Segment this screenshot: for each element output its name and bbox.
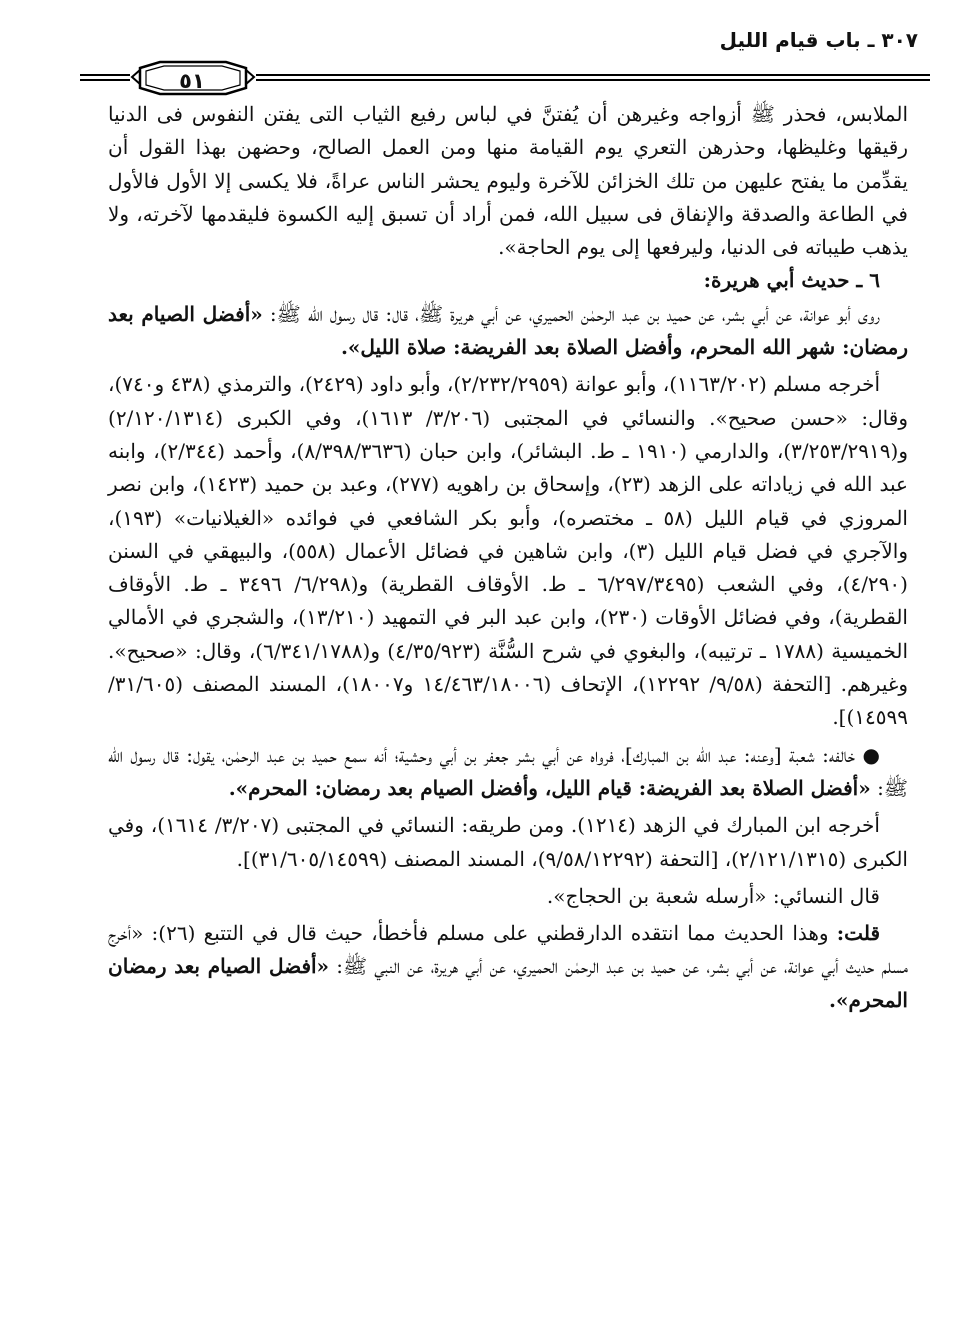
page-header <box>40 26 940 96</box>
page-body <box>108 98 908 1017</box>
paragraph-ibn-mubarak: أخرجه ابن المبارك في الزهد (١٢١٤). ومن طريقه: النسائي في المجتبى (٣/٢٠٧/ ١٦١٤)، وفي الكبرى (٢/١٢١/١٣١٥)، [التحفة (٩/٥٨/١٢٢٩٢)، المسند المصنف (٣١/٦٠٥/١٤٥٩٩)]. <box>108 813 908 871</box>
paragraph-discrepancy: ● خالفه: شعبة [وعنه: عبد الله بن المبارك]، فرواه عن أبي بشر جعفر بن أبي وحشية؛ أنه سمع حميد بن عبد الرحمٰن، يقول: قال رسول الله ﷺ: «أفضل الصلاة بعد الفريضة: قيام الليل، وأفضل الصيام بعد رمضان: المحرم». <box>108 742 908 800</box>
hadith-text: «أفضل الصيام بعد رمضان: شهر الله المحرم، وأفضل الصلاة بعد الفريضة: صلاة الليل». <box>108 301 908 360</box>
author-note-label: قلت: <box>836 921 880 946</box>
section-heading: ٦ ـ حديث أبي هريرة: <box>703 268 880 293</box>
chapter-title: ٣٠٧ ـ باب قيام الليل <box>719 28 918 52</box>
hadith-text: «أفضل الصيام بعد رمضان المحرم». <box>108 954 908 1012</box>
paragraph-nasai-note: قال النسائي: «أرسله شعبة بن الحجاج». <box>546 883 880 908</box>
page-number: ٥١ <box>179 69 205 93</box>
paragraph-hadith: روى أبو عوانة، عن أبي بشر، عن حميد بن عبد الرحمٰن الحميري، عن أبي هريرة ﷺ، قال: قال رسول الله ﷺ: «أفضل الصيام بعد رمضان: شهر الله المحرم، وأفضل الصلاة بعد الفريضة: صلاة الليل». <box>108 301 908 360</box>
header-rule <box>40 60 940 100</box>
paragraph-author-note: قلت: وهذا الحديث مما انتقده الدارقطني على مسلم فأخطأ، حيث قال في التتبع (٢٦): «أخرج مسلم حديث أبي عوانة، عن أبي بشر، عن حميد بن عبد الرحمٰن الحميري، عن أبي هريرة، عن النبي ﷺ: «أفضل الصيام بعد رمضان المحرم». <box>108 921 908 1012</box>
hadith-text: «أفضل الصلاة بعد الفريضة: قيام الليل، وأفضل الصيام بعد رمضان: المحرم». <box>228 775 871 800</box>
paragraph-clothing-commentary: الملابس، فحذر ﷺ أزواجه وغيرهن أن يُفتنَّ في لباس رفيع الثياب التى يفتن النفوس فى الدنيا رقيقها وغليظها، وحذرهن التعري يوم القيامة منها ومن العمل الصالح، وحضهن بهذا القول أن يقدِّمن ما يفتح عليهن من تلك الخزائن للآخرة وليوم يحشر الناس عراةً، فلا يكسى إلا الأول فالأول في الطاعة والصدقة والإنفاق فى سبيل الله، فمن أراد أن تسبق إليه الكسوة فليقدمها لآخرته، ولا يذهب طيباته فى الدنيا، وليرفعها إلى يوم الحاجة». <box>108 102 908 260</box>
paragraph-takhrij: أخرجه مسلم (١١٦٣/٢٠٢)، وأبو عوانة (٢/٢٣٢/٢٩٥٩)، وأبو داود (٢٤٢٩)، والترمذي (٤٣٨ و٧٤٠)، وقال: «حسن صحيح». والنسائي في المجتبى (٣/٢٠٦/ ١٦١٣)، وفي الكبرى (٢/١٢٠/١٣١٤) و(٣/٢٥٣/٢٩١٩)، والدارمي (١٩١٠ ـ ط. البشائر)، وابن حبان (٨/٣٩٨/٣٦٣٦)، وأحمد (٢/٣٤٤)، وابنه عبد الله في زياداته على الزهد (٢٣)، وإسحاق بن راهويه (٢٧٧)، وعبد بن حميد (١٤٢٣)، وابن نصر المروزي في قيام الليل (٥٨ ـ مختصره)، وأبو بكر الشافعي في فوائده «الغيلانيات» (١٩٣)، والآجري في فضل قيام الليل (٣)، وابن شاهين في فضائل الأعمال (٥٥٨)، والبيهقي في السنن (٤/٢٩٠)، وفي الشعب (٦/٢٩٧/٣٤٩٥ ـ ط. الأوقاف القطرية) و(٦/٢٩٨/ ٣٤٩٦ ـ ط. الأوقاف القطرية)، وفي فضائل الأوقات (٢٣٠)، وابن عبد البر في التمهيد (١٣/٢١٠)، والشجري في الأمالي الخميسية (١٧٨٨ ـ ترتيبه)، والبغوي في شرح السُّنَّة (٤/٣٥/٩٢٣) و(٦/٣٤١/١٧٨٨)، وقال: «صحيح». وغيرهم. [التحفة (٩/٥٨/ ١٢٢٩٢)، الإتحاف (١٤/٤٦٣/١٨٠٠٦ و١٨٠٠٧)، المسند المصنف (٣١/٦٠٥/ ١٤٥٩٩)]. <box>108 372 908 730</box>
